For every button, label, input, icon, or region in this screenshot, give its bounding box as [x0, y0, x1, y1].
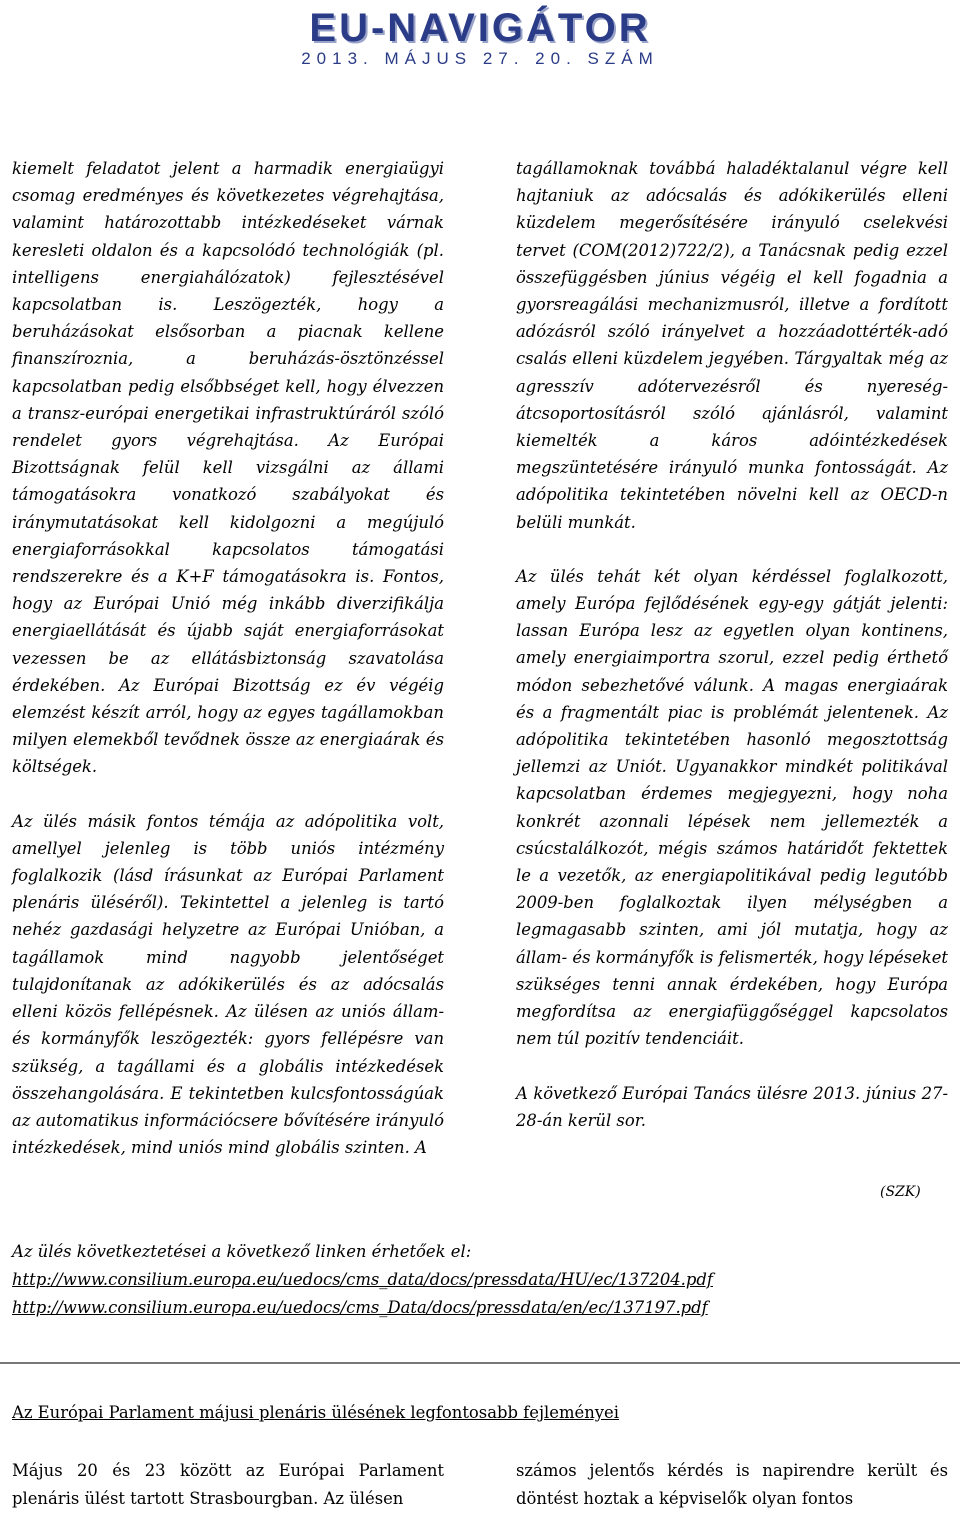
section-heading: Az Európai Parlament májusi plenáris ülésének legfontosabb fejleményei	[12, 1403, 619, 1422]
left-paragraph-1: kiemelt feladatot jelent a harmadik energiaügyi csomag eredményes és következetes végrehajtása, valamint határozottabb intézkedéseket várnak keresleti oldalon és a kapcsolódó technológiák (pl. intelligens energiahálózatok) fejlesztésével kapcsolatban is. Leszögezték, hogy a beruházásokat elsősorban a piacnak kellene finanszíroznia, a beruházás-ösztönzéssel kapcsolatban pedig elsőbbséget kell, hogy élvezzen a transz-európai energetikai infrastruktúráról szóló rendelet gyors végrehajtása. Az Európai Bizottságnak felül kell vizsgálni az állami támogatásokra vonatkozó szabályokat és iránymutatásokat kell kidolgozni a megújuló energiaforrásokkal kapcsolatos támogatási rendszerekre és a K+F támogatásokra is. Fontos, hogy az Európai Unió még inkább diverzifikálja energiaellátását és újabb saját energiaforrásokat vezessen be az ellátásbiztonság szavatolása érdekében. Az Európai Bizottság ez év végéig elemzést készít arról, hogy az egyes tagállamokban milyen elemekből tevődnek össze az energiaárak és költségek.	[12, 159, 444, 777]
links-block	[12, 1238, 912, 1322]
right-paragraph-2: Az ülés tehát két olyan kérdéssel foglalkozott, amely Európa fejlődésének egy-egy gátját jelenti: lassan Európa lesz az egyetlen olyan kontinens, amely energiaimportra szorul, ezzel pedig érthető módon sebezhetővé válunk. A magas energiaárak és a fragmentált piac is problémát jelentenek. Az adópolitika tekintetében hasonló megosztottság jellemzi az Uniót. Ugyanakkor mindkét politikával kapcsolatban érdemes megjegyezni, hogy noha konkrét azonnali lépések nem jellemezték a csúcstalálkozót, mégis számos határidőt fektettek le a vezetők, az energiapolitikával pedig legutóbb 2009-ben foglalkoztak ilyen mélységben a legmagasabb szinten, ami jól mutatja, hogy az állam- és kormányfők is felismerték, hogy lépéseket szükséges tenni annak érdekében, hogy Európa megfordítsa az energiafüggőséggel kapcsolatos nem túl pozitív tendenciáit.	[516, 566, 948, 1049]
link-hu-pdf[interactable]: http://www.consilium.europa.eu/uedocs/cms_data/docs/pressdata/HU/ec/137204.pdf	[12, 1270, 713, 1289]
author-signature: (SZK)	[880, 1184, 921, 1200]
section-left-text: Május 20 és 23 között az Európai Parlament plenáris ülést tartott Strasbourgban. Az ülésen	[12, 1461, 444, 1508]
left-column	[12, 155, 444, 1188]
section-right-text: számos jelentős kérdés is napirendre került és döntést hoztak a képviselők olyan fontos	[516, 1461, 948, 1508]
page-header	[0, 0, 960, 69]
issue-date: 2013. MÁJUS 27. 20. SZÁM	[301, 49, 659, 68]
left-paragraph-2: Az ülés másik fontos témája az adópolitika volt, amellyel jelenleg is több uniós intézmény foglalkozik (lásd írásunkat az Európai Parlament plenáris üléséről). Tekintettel a jelenleg is tartó nehéz gazdasági helyzetre az Európai Unióban, a tagállamok mind nagyobb jelentőséget tulajdonítanak az adókikerülés és az adócsalás elleni közös fellépésnek. Az ülésen az uniós állam- és kormányfők leszögezték: gyors fellépésre van szükség, a tagállami és a globális intézkedések összehangolására. E tekintetben kulcsfontosságúak az automatikus információcsere bővítésére irányuló intézkedések, mind uniós mind globális szinten. A	[12, 811, 444, 1158]
section-divider	[0, 1362, 960, 1364]
newsletter-title: EU-NAVIGÁTOR	[309, 6, 651, 50]
right-column	[516, 155, 948, 1161]
link-en-pdf[interactable]: http://www.consilium.europa.eu/uedocs/cms_Data/docs/pressdata/en/ec/137197.pdf	[12, 1298, 708, 1317]
right-paragraph-3: A következő Európai Tanács ülésre 2013. június 27-28-án kerül sor.	[516, 1083, 948, 1130]
right-paragraph-1: tagállamoknak továbbá haladéktalanul végre kell hajtaniuk az adócsalás és adókikerülés elleni küzdelem megerősítésére irányuló cselekvési tervet (COM(2012)722/2), a Tanácsnak pedig ezzel összefüggésben június végéig el kell fogadnia a gyorsreagálási mechanizmusról, illetve a fordított adózásról szóló irányelvet a hozzáadottérték-adó csalás elleni küzdelem jegyében. Tárgyaltak még az agresszív adótervezésről és nyereség-átcsoportosításról szóló ajánlásról, valamint kiemelték a káros adóintézkedések megszüntetésére irányuló munka fontosságát. Az adópolitika tekintetében növelni kell az OECD-n belüli munkát.	[516, 159, 948, 532]
links-intro: Az ülés következtetései a következő linken érhetőek el:	[12, 1242, 472, 1261]
